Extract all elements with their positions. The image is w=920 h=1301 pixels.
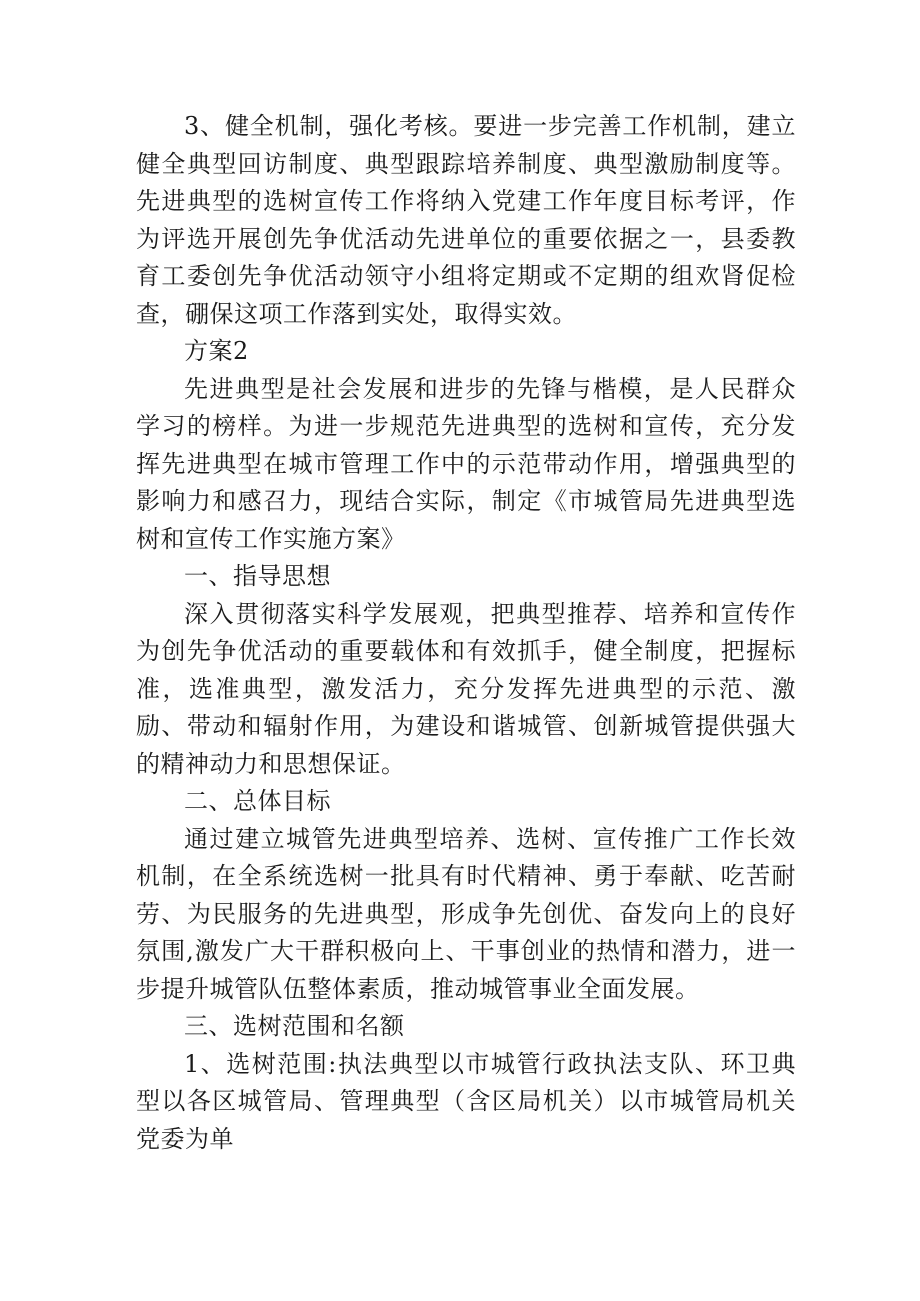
paragraph-plan-2-intro: 先进典型是社会发展和进步的先锋与楷模，是人民群众学习的榜样。为进一步规范先进典型的选树和宣传，充分发挥先进典型在城市管理工作中的示范带动作用，增强典型的影响力和感召力，现结合实际，制定《市城管局先进典型选树和宣传工作实施方案》 [136,374,796,553]
heading-guiding-ideology: 一、指导思想 [184,562,331,590]
paragraph-selection-scope: 1、选树范围:执法典型以市城管行政执法支队、环卫典型以各区城管局、管理典型（含区局机关）以市城管局机关党委为单 [136,1049,796,1153]
heading-selection-scope: 三、选树范围和名额 [184,1012,405,1040]
document-page [136,108,796,1158]
heading-overall-goal: 二、总体目标 [184,787,331,815]
paragraph-mechanism-assessment: 3、健全机制，强化考核。要进一步完善工作机制，建立健全典型回访制度、典型跟踪培养制度、典型激励制度等。先进典型的选树宣传工作将纳入党建工作年度目标考评，作为评选开展创先争优活动先进单位的重要依据之一，县委教育工委创先争优活动领守小组将定期或不定期的组欢肾促检查，硼保这项工作落到实处，取得实效。 [136,112,796,328]
paragraph-guiding-ideology: 深入贯彻落实科学发展观，把典型推荐、培养和宣传作为创先争优活动的重要载体和有效抓手，健全制度，把握标准，选准典型，激发活力，充分发挥先进典型的示范、激励、带动和辐射作用，为建设和谐城管、创新城管提供强大的精神动力和思想保证。 [136,599,796,778]
paragraph-overall-goal: 通过建立城管先进典型培养、选树、宣传推广工作长效机制，在全系统选树一批具有时代精神、勇于奉献、吃苦耐劳、为民服务的先进典型，形成争先创优、奋发向上的良好氛围,激发广大干群积极向上、干事创业的热情和潜力，进一步提升城管队伍整体素质，推动城管事业全面发展。 [136,824,796,1003]
heading-plan-2: 方案2 [184,337,249,365]
